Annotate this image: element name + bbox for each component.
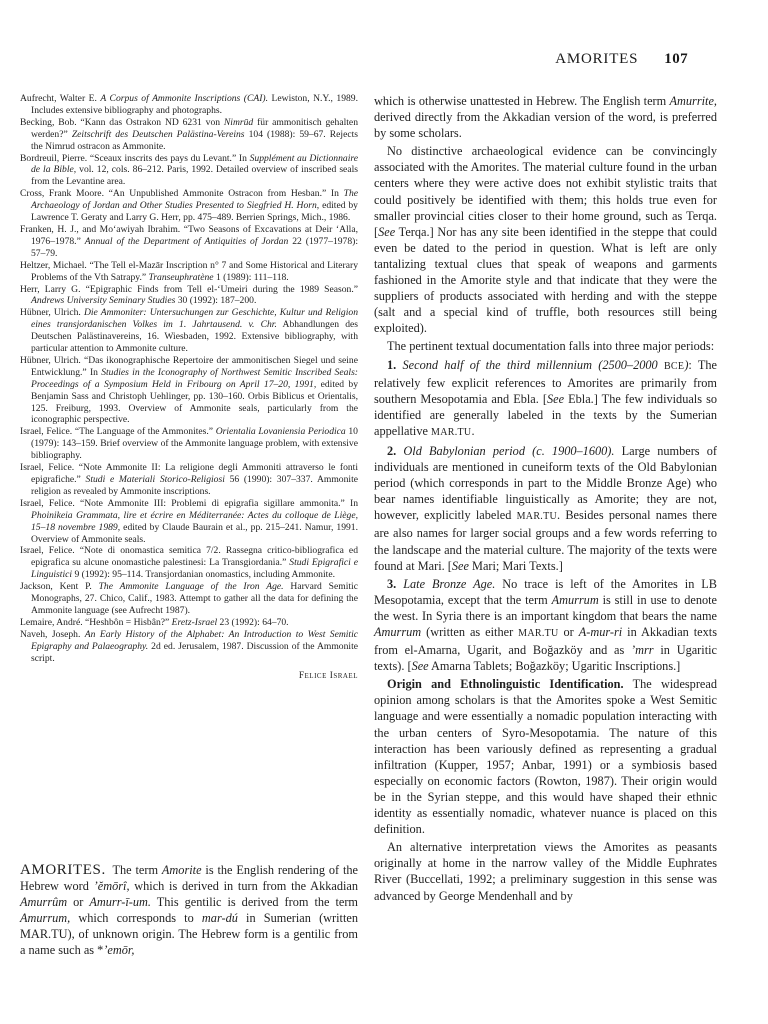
bibliography (20, 93, 358, 665)
bibliography-entry: Israel, Felice. “Note Ammonite II: La religione degli Ammoniti attraverso le fonti epigrafiche.” Studi e Materiali Storico-Religiosi 56 (1990): 307–337. Ammonite religion as revealed by Ammonite inscriptions. (20, 462, 358, 497)
article-intro-paragraph (20, 862, 358, 959)
bibliography-entry: Israel, Felice. “Note Ammonite III: Problemi di epigrafia sigillare ammonita.” In Phoinikeia Grammata, lire et écrire en Méditerranée: Actes du colloque de Liège, 15–18 novembre 1989, edited by Claude Baurain et al., pp. 215–241. Namur, 1991. Overview of Ammonite seals. (20, 497, 359, 545)
bibliography-entry: Becking, Bob. “Kann das Ostrakon ND 6231 von Nimrūd für ammonitisch gehalten werden?” Zeitschrift des Deutschen Palästina-Vereins 104 (1988): 59–67. Rejects the Nimrud ostracon as Ammonite. (20, 116, 358, 152)
bibliography-entry: Bordreuil, Pierre. “Sceaux inscrits des pays du Levant.” In Supplément au Dictionnaire de la Bible, vol. 12, cols. 86–212. Paris, 1992. Detailed overview of inscribed seals from the Levantine area. (20, 152, 358, 188)
bibliography-entry: Cross, Frank Moore. “An Unpublished Ammonite Ostracon from Hesban.” In The Archaeology of Jordan and Other Studies Presented to Siegfried H. Horn, edited by Lawrence T. Geraty and Larry G. Herr, pp. 475–489. Berrien Springs, Mich., 1986. (20, 188, 358, 224)
bibliography-entry: Lemaire, André. “Heshbôn = Hisbân?” Eretz-Israel 23 (1992): 64–70. (20, 616, 289, 628)
running-header (380, 51, 688, 68)
bibliography-entry: Heltzer, Michael. “The Tell el-Mazār Inscription n° 7 and Some Historical and Literary Problems of the Vth Satrapy.” Transeuphratène 1 (1989): 111–118. (20, 259, 358, 283)
bibliography-entry: Israel, Felice. “The Language of the Ammonites.” Orientalia Lovaniensia Periodica 10 (1979): 143–159. Brief overview of the Ammonite language problem, with extensive bibliography. (20, 426, 358, 462)
article-paragraph: Origin and Ethnolinguistic Identification. The widespread opinion among scholars is that the Amorites spoke a West Semitic language and were essentially a nomadic population interacting with the urban centers of Syro-Mesopotamia. The nature of this interaction has been variously defined as representing a gradual infiltration (Kupper, 1957; Anbar, 1991) or a symbiosis based especially on economic factors (Rowton, 1987). Their origin would be in the Syrian steppe, and this would have shaped their ethnic identity as essentially nomadic, whatever nuance is placed on this definition. (374, 677, 717, 837)
article-paragraph: 2. Old Babylonian period (c. 1900–1600). Large numbers of individuals are mentioned in cuneiform texts of the Old Babylonian period (which corresponds in part to the Middle Bronze Age) who bear names identifiable linguistically as Amorite; they are not, however, explicitly labeled MAR.TU. Besides personal names there are also names for larger social groups and a few words referring to the landscape and the material culture. The majority of the texts were found at Mari. [See Mari; Mari Texts.] (374, 443, 717, 573)
left-column (20, 93, 358, 681)
bibliography-entry: Jackson, Kent P. The Ammonite Language of the Iron Age. Harvard Semitic Monographs, 27. Chico, Calif., 1983. Attempt to gather all the data for defining the Ammonite language (see Aufrecht 1987). (20, 581, 358, 616)
right-column (374, 93, 717, 906)
article-paragraph: An alternative interpretation views the Amorites as peasants originally at home in the narrow valley of the Middle Euphrates River (Buccellati, 1992; a preliminary suggestion in this sense was advanced by George Mendenhall and by (374, 840, 717, 903)
page-number: 107 (664, 51, 688, 67)
article-paragraph: which is otherwise unattested in Hebrew. The English term Amurrite, derived directly from the Akkadian version of the word, is preferred by some scholars. (374, 94, 717, 141)
article-paragraph: 1. Second half of the third millennium (2500–2000 BCE): The relatively few explicit references to Amorites are primarily from southern Mesopotamia and Ebla. [See Ebla.] The few individuals so identified are generally labeled in the texts by the Sumerian appellative MAR.TU. (374, 357, 718, 438)
bibliography-entry: Israel, Felice. “Note di onomastica semitica 7/2. Rassegna critico-bibliografica ed epigrafica su alcune onomastiche palestinesi: La Transgiordania.” Studi Epigrafici e Linguistici 9 (1992): 95–114. Transjordanian onomastics, including Ammonite. (20, 545, 358, 581)
bibliography-entry: Hübner, Ulrich. Die Ammoniter: Untersuchungen zur Geschichte, Kultur und Religion eines transjordanischen Volkes im 1. Jahrtausend. v. Chr. Abhandlungen des Deutschen Palästinavereins, 16. Wiesbaden, 1992. Extensive bibliography, with particular attention to Ammonite culture. (20, 307, 358, 355)
author-signature: Felice Israel (298, 670, 358, 681)
article-paragraph: No distinctive archaeological evidence can be convincingly associated with the Amorites. The material culture found in the urban centers where they were active does not exhibit stylistic traits that could positively be identified with them; this holds true even for smaller provincial cities closer to their home ground, such as Terqa. [See Terqa.] Nor has any site been identified in the steppe that could even be dated to the period in question. What is left are only tantalizing textual clues that speak of weapons and garments fashioned in the Amorite style and that indicate that they were the suppliers of products associated with herding and with the steppe (salt and a special kind of truffle, both resources still being exploited). (374, 144, 717, 336)
bibliography-entry: Hübner, Ulrich. “Das ikonographische Repertoire der ammonitischen Siegel und seine Entwicklung.” In Studies in the Iconography of Northwest Semitic Inscribed Seals: Proceedings of a Symposium Held in Fribourg on April 17–20, 1991, edited by Benjamin Sass and Christoph Uehlinger, pp. 130–160. Orbis Biblicus et Orientalis, 125. Freiburg, 1993. Overview of Ammonite seals, particularly from the iconographic perspective. (20, 354, 358, 426)
article-start (20, 862, 358, 961)
bibliography-entry: Naveh, Joseph. An Early History of the Alphabet: An Introduction to West Semitic Epigraphy and Palaeography. 2d ed. Jerusalem, 1987. Discussion of the Ammonite script. (20, 628, 359, 664)
article-paragraph: 3. Late Bronze Age. No trace is left of the Amorites in LB Mesopotamia, except that the term Amurrum is still in use to denote the west. In Syria there is an important kingdom that bears the name Amurrum (written as either MAR.TU or A-mur-ri in Akkadian texts from el-Amarna, Ugarit, and Boğazköy and as ’mrr in Ugaritic texts). [See Amarna Tablets; Boğazköy; Ugaritic Inscriptions.] (374, 576, 718, 674)
bibliography-entry: Franken, H. J., and Mo‘awiyah Ibrahim. “Two Seasons of Excavations at Deir ‘Alla, 1976–1978.” Annual of the Department of Antiquities of Jordan 22 (1977–1978): 57–79. (20, 223, 358, 259)
article-paragraph: The pertinent textual documentation falls into three major periods: (387, 339, 715, 354)
article-title: AMORITES. (20, 862, 106, 878)
article-intro-text: The term Amorite is the English rendering of the Hebrew word ’ĕmōrî, which is derived in turn from the Akkadian Amurrûm or Amurr-ī-um. This gentilic is derived from the term Amurrum, which corresponds to mar-dú in Sumerian (written MAR.TU), of unknown origin. The Hebrew form is a gentilic from a name such as *’emōr, (20, 863, 359, 958)
running-head-title: AMORITES (555, 51, 639, 67)
bibliography-entry: Herr, Larry G. “Epigraphic Finds from Tell el-‘Umeiri during the 1989 Season.” Andrews University Seminary Studies 30 (1992): 187–200. (20, 283, 358, 307)
bibliography-entry: Aufrecht, Walter E. A Corpus of Ammonite Inscriptions (CAI). Lewiston, N.Y., 1989. Includes extensive bibliography and photographs. (20, 93, 358, 116)
